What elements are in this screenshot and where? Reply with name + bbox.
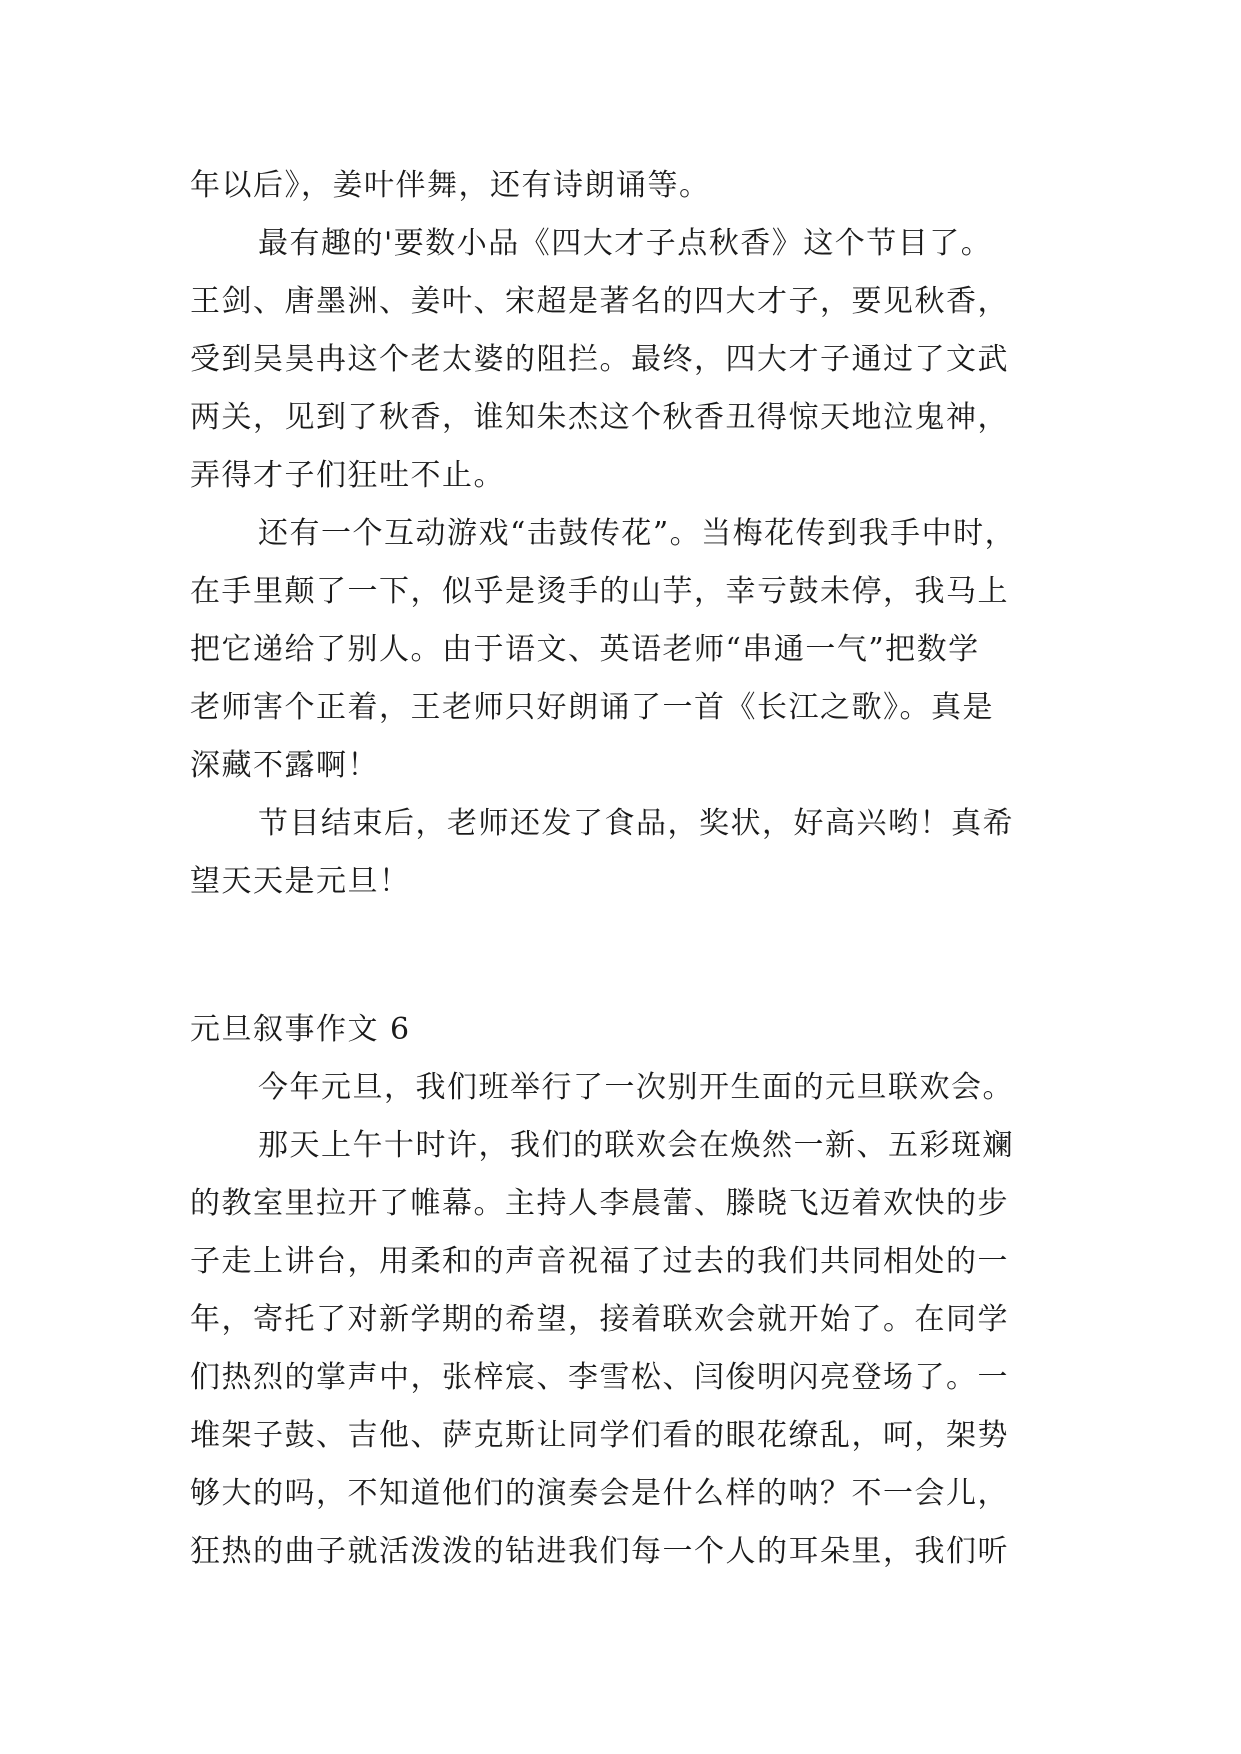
text-line: 受到吴昊冉这个老太婆的阻拦。最终，四大才子通过了文武	[190, 342, 1009, 377]
text-line: 王剑、唐墨洲、姜叶、宋超是著名的四大才子，要见秋香，	[190, 284, 1009, 319]
text-line: 老师害个正着，王老师只好朗诵了一首《长江之歌》。真是	[190, 690, 994, 725]
text-line: 子走上讲台，用柔和的声音祝福了过去的我们共同相处的一	[190, 1244, 1009, 1279]
paragraph	[190, 795, 1070, 911]
paragraph	[190, 215, 1070, 505]
text-line: 够大的吗，不知道他们的演奏会是什么样的呐？不一会儿，	[190, 1476, 1009, 1511]
section-heading: 元旦叙事作文 6	[190, 1012, 411, 1047]
text-line: 在手里颠了一下，似乎是烫手的山芋，幸亏鼓未停，我马上	[190, 574, 1009, 609]
text-line: 还有一个互动游戏“击鼓传花”。当梅花传到我手中时，	[258, 516, 1017, 551]
text-line: 节目结束后，老师还发了食品，奖状，好高兴哟！真希	[258, 806, 1014, 841]
paragraph	[190, 157, 1070, 215]
paragraph	[190, 505, 1070, 795]
text-line: 把它递给了别人。由于语文、英语老师“串通一气”把数学	[190, 632, 980, 667]
paragraph	[190, 1059, 1070, 1117]
text-line: 年以后》，姜叶伴舞，还有诗朗诵等。	[190, 168, 711, 203]
paragraph	[190, 1117, 1070, 1581]
text-line: 深藏不露啊！	[190, 748, 379, 783]
text-line: 狂热的曲子就活泼泼的钻进我们每一个人的耳朵里，我们听	[190, 1534, 1009, 1569]
text-line: 那天上午十时许，我们的联欢会在焕然一新、五彩斑斓	[258, 1128, 1014, 1163]
text-line: 两关，见到了秋香，谁知朱杰这个秋香丑得惊天地泣鬼神，	[190, 400, 1009, 435]
text-line: 们热烈的掌声中，张梓宸、李雪松、闫俊明闪亮登场了。一	[190, 1360, 1009, 1395]
text-line: 年，寄托了对新学期的希望，接着联欢会就开始了。在同学	[190, 1302, 1009, 1337]
text-line: 最有趣的'要数小品《四大才子点秋香》这个节目了。	[258, 226, 993, 261]
text-line: 望天天是元旦！	[190, 864, 411, 899]
text-line: 堆架子鼓、吉他、萨克斯让同学们看的眼花缭乱，呵，架势	[190, 1418, 1009, 1453]
text-line: 弄得才子们狂吐不止。	[190, 458, 505, 493]
text-line: 的教室里拉开了帷幕。主持人李晨蕾、滕晓飞迈着欢快的步	[190, 1186, 1009, 1221]
text-column	[190, 157, 1070, 1581]
section-gap	[190, 911, 1070, 1001]
text-line: 今年元旦，我们班举行了一次别开生面的元旦联欢会。	[258, 1070, 1014, 1105]
